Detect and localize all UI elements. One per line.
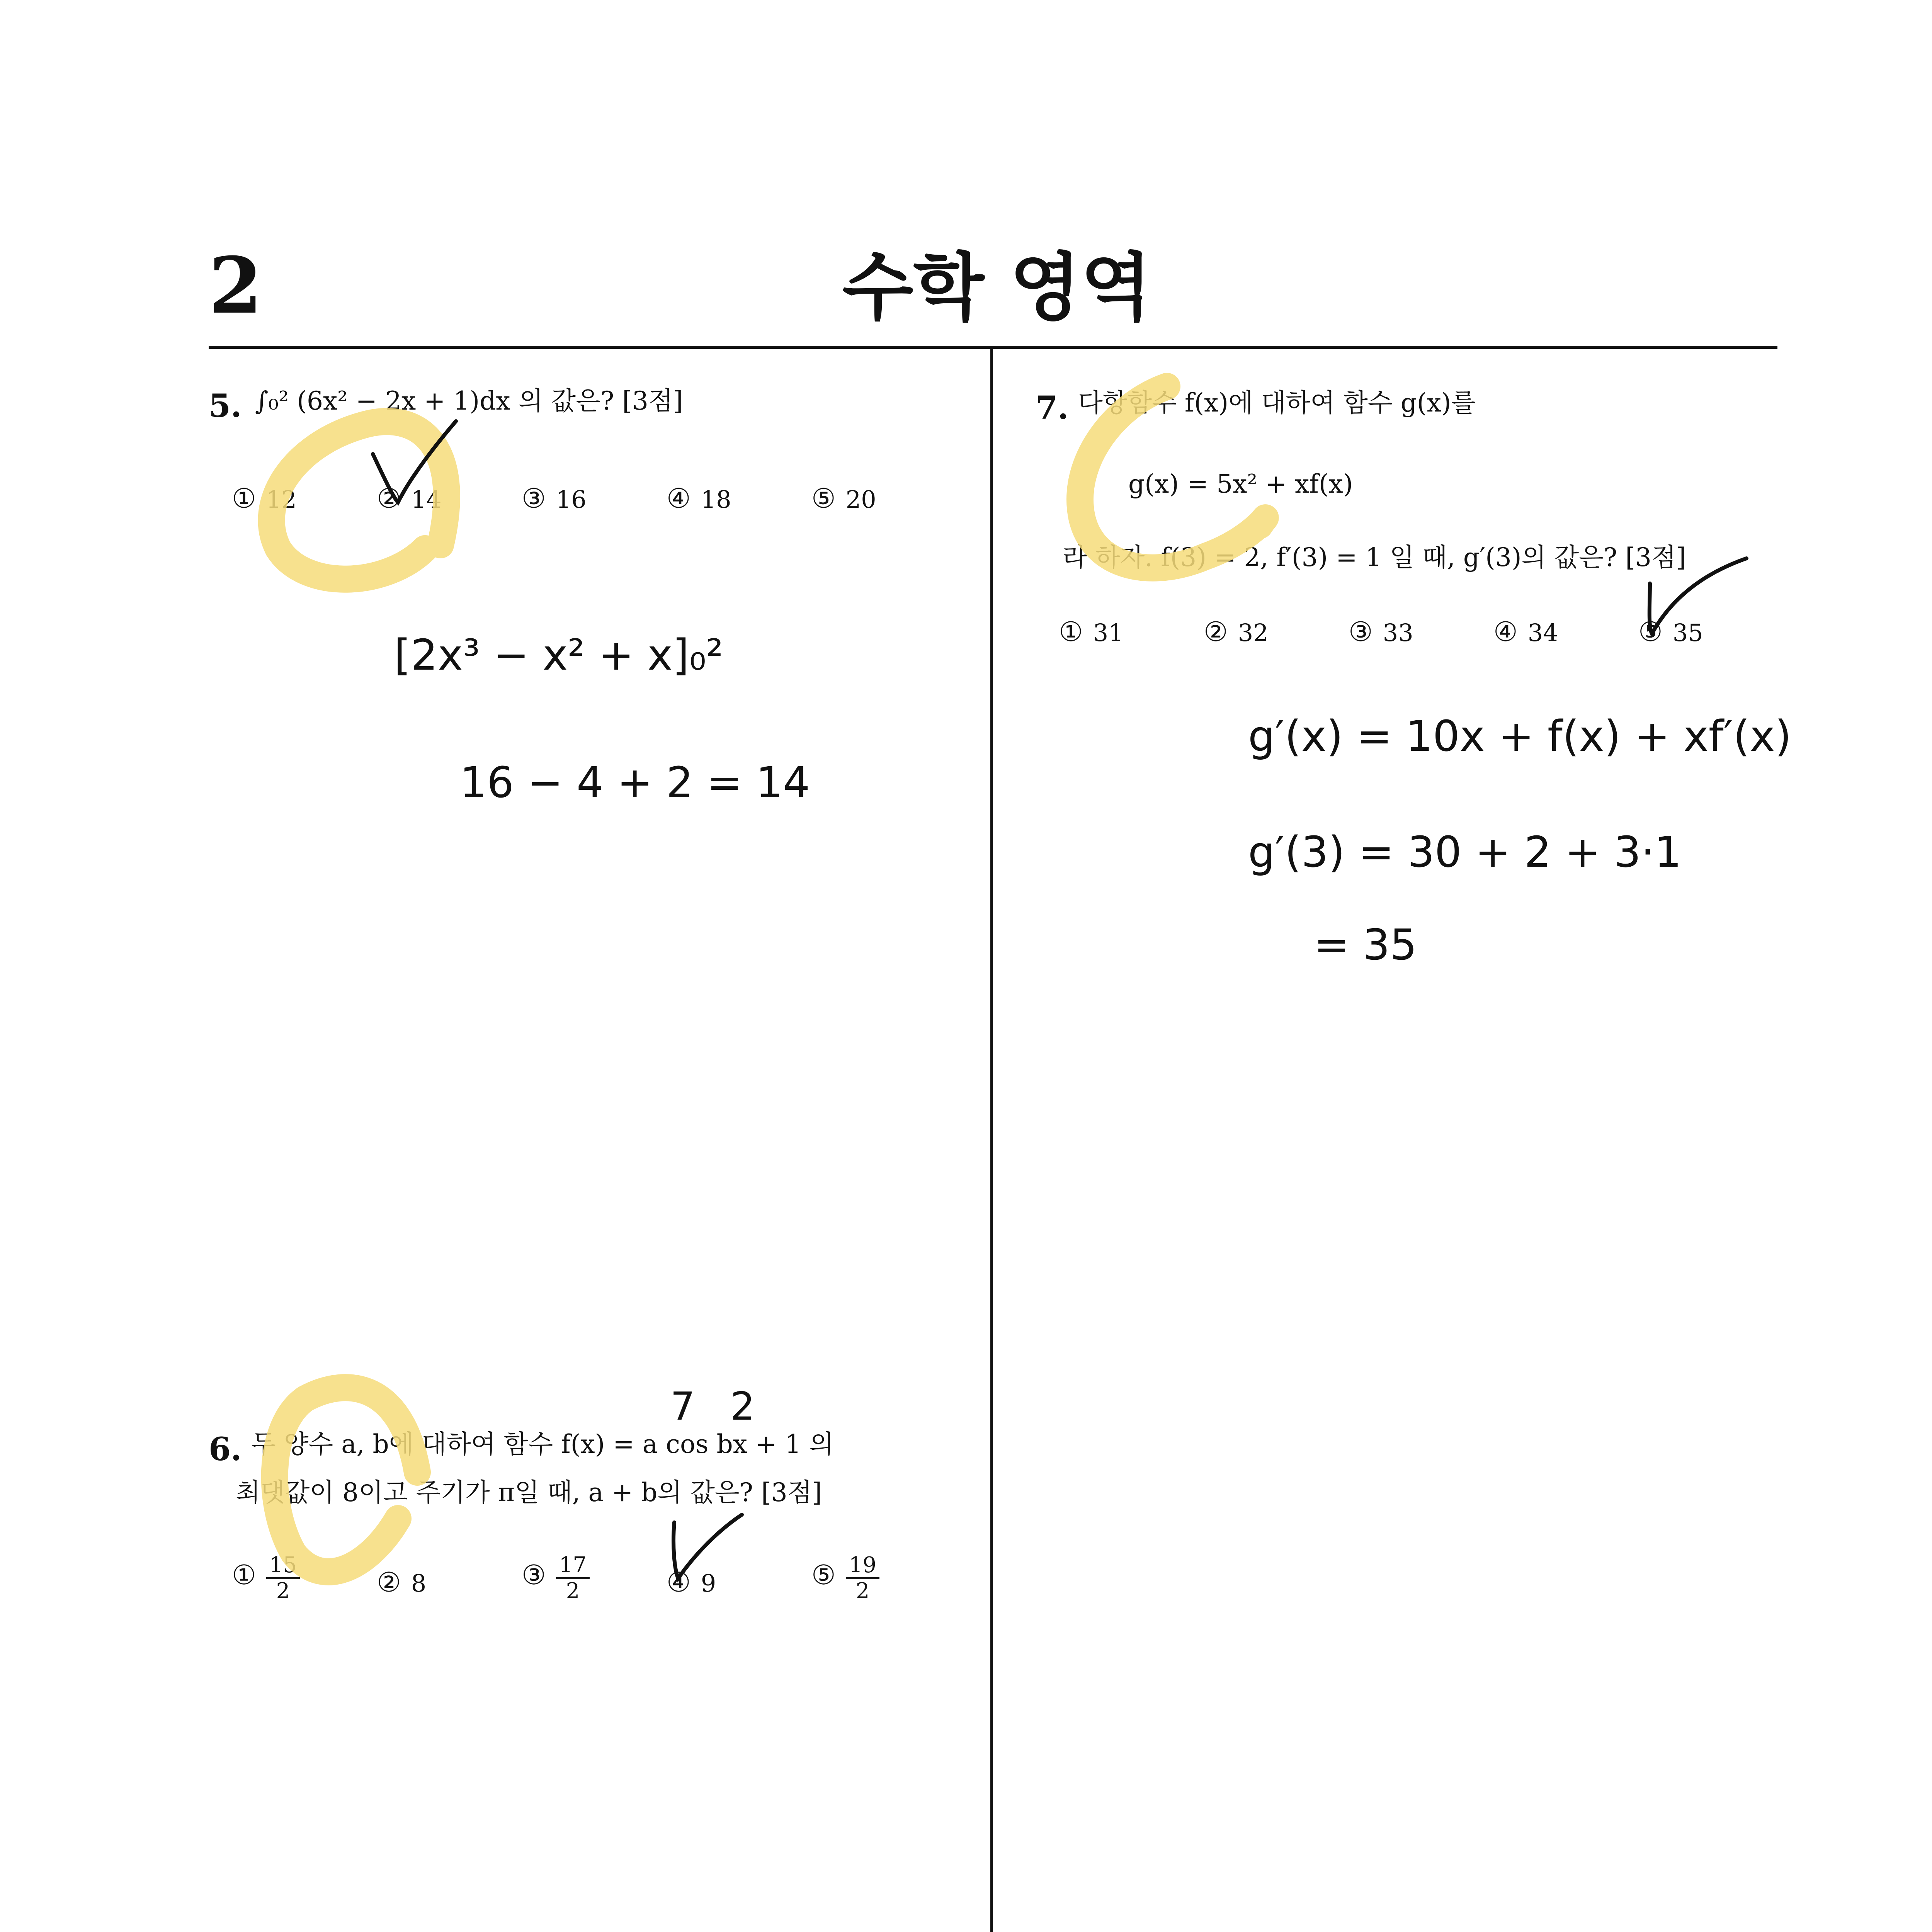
question-5-number: 5. <box>209 388 242 425</box>
choice-marker: ① <box>232 1559 256 1591</box>
choice-marker: ④ <box>1493 616 1518 648</box>
choice-value: 35 <box>1672 619 1703 647</box>
question-6-number: 6. <box>209 1431 242 1468</box>
question-5-text: ∫₀² (6x² − 2x + 1)dx 의 값은? [3점] <box>255 386 683 416</box>
handwritten-a-value: 7 <box>670 1384 695 1429</box>
handwritten-substitution: g′(3) = 30 + 2 + 3·1 <box>1248 827 1682 877</box>
choice-value: 20 <box>845 485 876 514</box>
check-mark-q6 <box>673 1515 742 1578</box>
page-number: 2 <box>209 240 263 331</box>
choice-marker: ③ <box>1349 616 1373 648</box>
highlighter-loop-q5 <box>272 422 447 579</box>
choice-marker: ① <box>232 483 256 514</box>
choice-value: 14 <box>411 485 442 514</box>
handwritten-answer: = 35 <box>1314 920 1417 969</box>
choice-marker: ④ <box>667 1566 691 1598</box>
choice-marker: ⑤ <box>811 1559 836 1591</box>
fraction: $\frac{15}{2}$ <box>266 1553 300 1603</box>
choice-marker: ③ <box>522 483 546 514</box>
choice-marker: ② <box>377 483 401 514</box>
choice-value: 9 <box>701 1569 716 1597</box>
question-7-number: 7. <box>1036 389 1069 427</box>
handwritten-result: 16 − 4 + 2 = 14 <box>460 758 810 807</box>
choice-value: 32 <box>1238 619 1269 647</box>
section-title: 수학 영역 <box>842 245 1152 330</box>
choice-marker: ④ <box>667 483 691 514</box>
handwritten-derivative: g′(x) = 10x + f(x) + xf′(x) <box>1248 711 1792 761</box>
choice-value: 33 <box>1383 619 1413 647</box>
question-6-line-1: 두 양수 a, b에 대하여 함수 f(x) = a cos bx + 1 의 <box>251 1429 834 1459</box>
choice-value: 8 <box>411 1569 427 1597</box>
highlighter-loop-q7 <box>1080 386 1265 568</box>
fraction: $\frac{17}{2}$ <box>556 1553 590 1603</box>
choice-value: 12 <box>266 485 297 514</box>
choice-value: 16 <box>556 485 587 514</box>
choice-marker: ⑤ <box>1638 616 1663 648</box>
question-7-line-1: 다항함수 f(x)에 대하여 함수 g(x)를 <box>1078 388 1476 418</box>
question-7-formula: g(x) = 5x² + xf(x) <box>1128 469 1353 499</box>
choice-marker: ③ <box>522 1559 546 1591</box>
choice-marker: ⑤ <box>811 483 836 514</box>
choice-value: 34 <box>1527 619 1558 647</box>
fraction: $\frac{19}{2}$ <box>846 1553 879 1603</box>
highlighter-loop-q6 <box>275 1388 417 1572</box>
handwritten-antiderivative: [2x³ − x² + x]₀² <box>394 630 723 680</box>
choice-marker: ② <box>377 1566 401 1598</box>
choice-marker: ① <box>1059 616 1083 648</box>
choice-value: 31 <box>1093 619 1124 647</box>
choice-marker: ② <box>1204 616 1228 648</box>
question-6-line-2: 최댓값이 8이고 주기가 π일 때, a + b의 값은? [3점] <box>236 1478 822 1507</box>
check-mark-q7 <box>1650 558 1747 634</box>
choice-value: 18 <box>701 485 731 514</box>
question-7-line-2: 라 하자. f(3) = 2, f′(3) = 1 일 때, g′(3)의 값은? [3점] <box>1063 543 1686 572</box>
handwritten-b-value: 2 <box>730 1384 755 1429</box>
